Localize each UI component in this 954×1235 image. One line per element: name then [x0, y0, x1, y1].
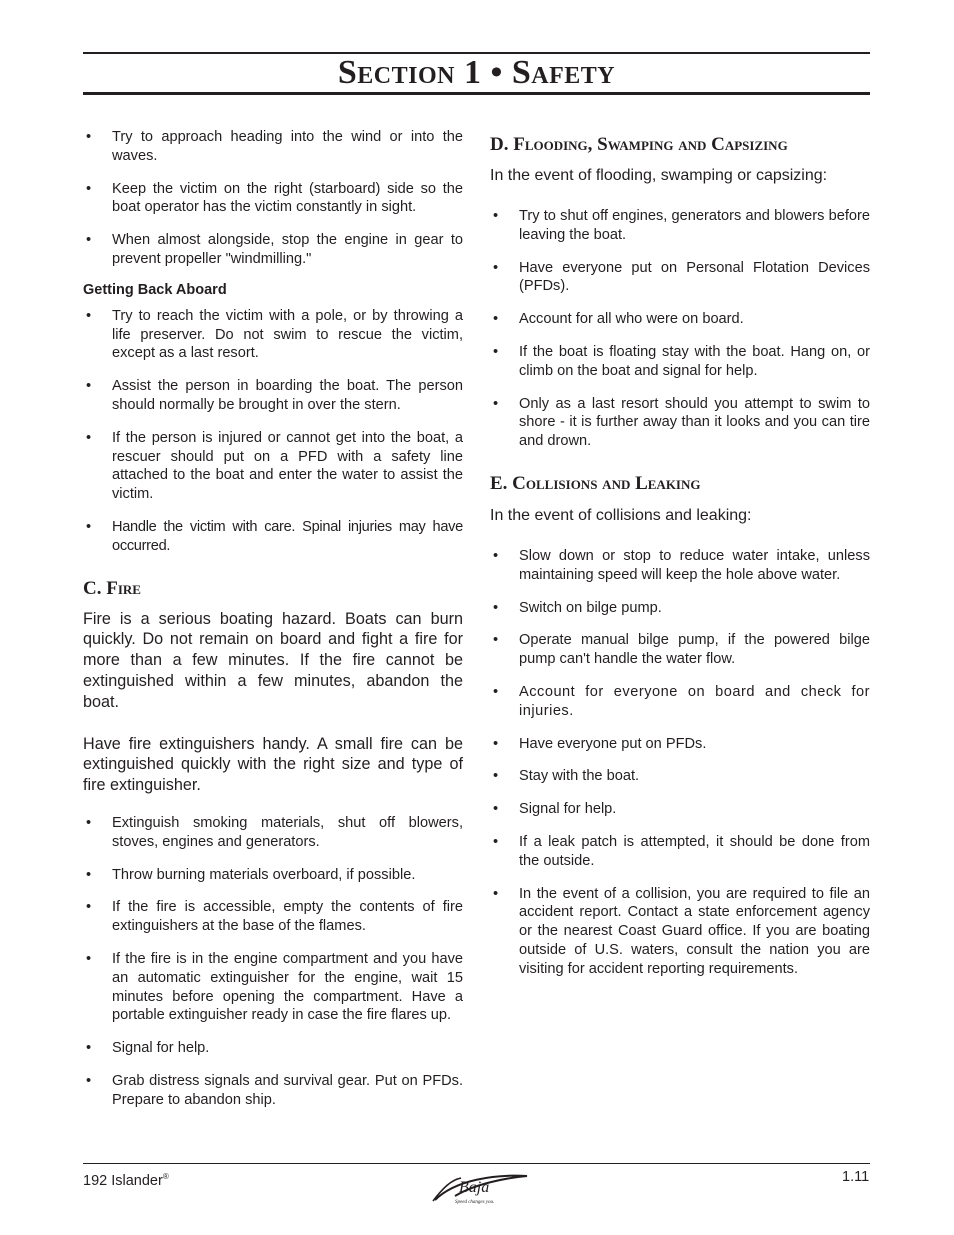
- list-item: • Try to reach the victim with a pole, or by throwing a life preserver. Do not swim to rescue the victim, except as a last resort.: [83, 307, 463, 363]
- flooding-heading: D. Flooding, Swamping and Capsizing: [490, 134, 788, 155]
- list-item: • When almost alongside, stop the engine in gear to prevent propeller "windmilling.": [83, 231, 463, 269]
- page-title: Section 1 • Safety: [337, 54, 616, 91]
- page-number: 1.11: [842, 1169, 870, 1185]
- list-item: • Assist the person in boarding the boat. The person should normally be brought in over the stern.: [83, 377, 463, 415]
- list-item: • Account for everyone on board and check for injuries.: [490, 683, 870, 721]
- getting-back-bullet-list: [83, 307, 463, 556]
- baja-logo: [425, 1170, 531, 1206]
- footer-rule: [83, 1163, 870, 1164]
- list-item: • Grab distress signals and survival gear. Put on PFDs. Prepare to abandon ship.: [83, 1072, 463, 1110]
- list-item: • Operate manual bilge pump, if the powered bilge pump can't handle the water flow.: [490, 631, 870, 669]
- logo-tagline: Speed changes you.: [455, 1200, 495, 1205]
- list-item: • Account for all who were on board.: [490, 310, 870, 329]
- flooding-intro: In the event of flooding, swamping or capsizing:: [490, 167, 828, 184]
- list-item: • In the event of a collision, you are required to file an accident report. Contact a state enforcement agency or the nearest Coast Guard office. If you are boating outside of U.S. waters, consult the nation you are visiting for accident reporting requirements.: [490, 885, 870, 979]
- list-item: • Slow down or stop to reduce water intake, unless maintaining speed will keep the hole above water.: [490, 547, 870, 585]
- right-column: [490, 134, 870, 993]
- list-item: • Switch on bilge pump.: [490, 599, 870, 618]
- list-item: • If the person is injured or cannot get into the boat, a rescuer should put on a PFD with a safety line attached to the boat and enter the water to assist the victim.: [83, 429, 463, 504]
- registered-mark: ®: [162, 1172, 169, 1181]
- list-item: • Stay with the boat.: [490, 767, 870, 786]
- list-item: • Signal for help.: [490, 800, 870, 819]
- list-item: • Try to approach heading into the wind or into the waves.: [83, 128, 463, 166]
- list-item: • Extinguish smoking materials, shut off blowers, stoves, engines and generators.: [83, 814, 463, 852]
- collisions-intro: In the event of collisions and leaking:: [490, 506, 752, 524]
- list-item: • Have everyone put on PFDs.: [490, 735, 870, 754]
- list-item: • If the fire is in the engine compartment and you have an automatic extinguisher for the engine, wait 15 minutes before opening the compartment. Have a portable extinguisher ready in case the fire flares up.: [83, 950, 463, 1025]
- fire-bullet-list: [83, 814, 463, 1110]
- model-name: 192 Islander: [83, 1172, 163, 1189]
- fire-paragraph-1: Fire is a serious boating hazard. Boats can burn quickly. Do not remain on board and fight a fire for more than a few minutes. If the fire cannot be extinguished within a few minutes, abandon the boat.: [83, 609, 463, 711]
- list-item: • Only as a last resort should you attempt to swim to shore - it is further away than it looks and you can tire and drown.: [490, 395, 870, 451]
- logo-wordmark: Baja: [459, 1179, 490, 1196]
- collisions-heading: E. Collisions and Leaking: [490, 472, 701, 494]
- list-item: • Signal for help.: [83, 1039, 463, 1058]
- list-item: • If the fire is accessible, empty the contents of fire extinguishers at the base of the flames.: [83, 898, 463, 936]
- list-item: • Keep the victim on the right (starboard) side so the boat operator has the victim constantly in sight.: [83, 180, 463, 218]
- fire-heading: C. Fire: [83, 577, 141, 599]
- collisions-bullet-list: [490, 547, 870, 979]
- header-bottom-rule: [83, 92, 870, 95]
- list-item: • Have everyone put on Personal Flotation Devices (PFDs).: [490, 259, 870, 297]
- list-item: • If a leak patch is attempted, it should be done from the outside.: [490, 833, 870, 871]
- left-column: [83, 128, 463, 1123]
- getting-back-aboard-heading: Getting Back Aboard: [83, 281, 227, 298]
- list-item: • Try to shut off engines, generators and blowers before leaving the boat.: [490, 207, 870, 245]
- list-item: • Throw burning materials overboard, if possible.: [83, 866, 463, 885]
- list-item: • Handle the victim with care. Spinal injuries may have occurred.: [83, 518, 463, 556]
- rescue-bullet-list: [83, 128, 463, 269]
- footer-model: [83, 1168, 169, 1190]
- list-item: • If the boat is floating stay with the boat. Hang on, or climb on the boat and signal for help.: [490, 343, 870, 381]
- fire-paragraph-2: Have fire extinguishers handy. A small fire can be extinguished quickly with the right size and type of fire extinguisher.: [83, 734, 463, 795]
- flooding-bullet-list: [490, 207, 870, 451]
